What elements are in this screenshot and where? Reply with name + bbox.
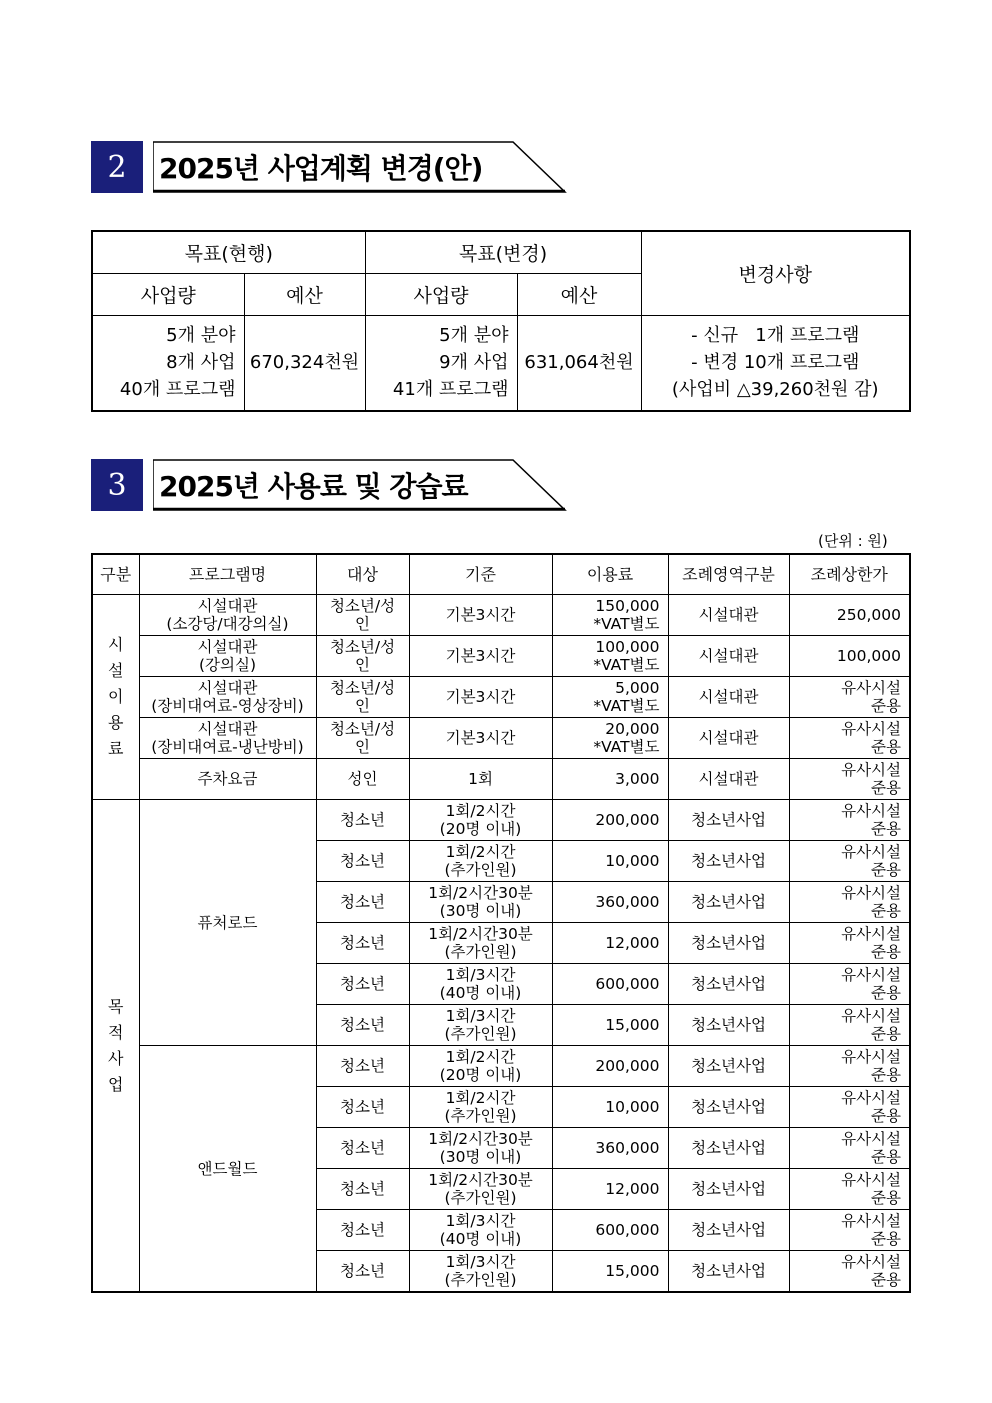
group-label-purpose-text: 목 xyxy=(108,996,124,1016)
col-program-header xyxy=(139,554,316,595)
basis-cell-text: 1회/2시간 xyxy=(445,1048,516,1066)
section-title-box xyxy=(153,459,569,511)
basis-cell xyxy=(409,1087,552,1128)
section-number: 2 xyxy=(91,141,143,193)
basis-cell xyxy=(409,1251,552,1293)
basis-cell xyxy=(409,1128,552,1169)
fee-cell-text: 5,000 xyxy=(615,679,660,697)
basis-cell-text: (30명 이내) xyxy=(439,902,522,920)
basis-cell-text: 기본3시간 xyxy=(445,647,516,665)
category-cell xyxy=(668,1210,789,1251)
basis-cell-text: 1회/2시간 xyxy=(445,1089,516,1107)
col-ordinance-area-header xyxy=(668,554,789,595)
category-cell-text: 시설대관 xyxy=(698,606,759,624)
group-label-facility-text: 용 xyxy=(108,713,124,732)
target-cell xyxy=(316,759,409,800)
col-basis-header xyxy=(409,554,552,595)
table-row xyxy=(92,718,910,759)
fee-cell-text: 100,000 xyxy=(595,638,660,656)
fee-cell-text: 10,000 xyxy=(605,1098,660,1116)
program-cell-text: (소강당/대강의실) xyxy=(166,615,289,633)
basis-cell-text: (추가인원) xyxy=(444,1189,517,1207)
group-label-purpose xyxy=(92,800,139,1293)
target-cell-text: 청소년 xyxy=(340,1221,385,1239)
basis-cell-text: 1회/3시간 xyxy=(445,1007,516,1025)
basis-cell-text: (20명 이내) xyxy=(439,1066,522,1084)
fee-cell xyxy=(552,841,668,882)
changed-goal-header: 목표(변경) xyxy=(365,231,641,273)
fee-cell-text: 150,000 xyxy=(595,597,660,615)
category-cell xyxy=(668,1005,789,1046)
category-cell xyxy=(668,718,789,759)
target-cell-text: 청소년/성 xyxy=(329,720,396,738)
fee-cell-text: 10,000 xyxy=(605,852,660,870)
section-title: 2025년 사업계획 변경(안) xyxy=(159,152,483,185)
fee-cell-text: 360,000 xyxy=(595,893,660,911)
col-ordinance-area-header-text: 조례영역구분 xyxy=(682,564,775,584)
category-cell-text: 청소년사업 xyxy=(691,934,766,952)
target-cell xyxy=(316,1128,409,1169)
basis-cell xyxy=(409,636,552,677)
changed-budget-header: 예산 xyxy=(517,273,641,315)
basis-cell xyxy=(409,1005,552,1046)
basis-cell xyxy=(409,800,552,841)
cap-cell-text: 준용 xyxy=(871,820,901,838)
col-category-header xyxy=(92,554,139,595)
cap-cell-text: 준용 xyxy=(871,779,901,797)
cap-cell-text: 100,000 xyxy=(836,647,901,665)
fee-cell xyxy=(552,718,668,759)
group-label-facility-text: 설 xyxy=(108,661,124,680)
basis-cell-text: 1회/2시간30분 xyxy=(428,1130,533,1148)
category-cell-text: 청소년사업 xyxy=(691,1057,766,1075)
target-cell xyxy=(316,636,409,677)
category-cell xyxy=(668,677,789,718)
basis-cell-text: 1회/2시간 xyxy=(445,843,516,861)
target-cell-text: 청소년 xyxy=(340,1016,385,1034)
table-row xyxy=(92,595,910,636)
cap-cell-text: 유사시설 xyxy=(841,679,901,697)
basis-cell-text: 1회/2시간30분 xyxy=(428,925,533,943)
target-cell-text: 청소년 xyxy=(340,1098,385,1116)
target-cell-text: 청소년 xyxy=(340,811,385,829)
program-name-cell xyxy=(139,1046,316,1293)
fee-cell-text: *VAT별도 xyxy=(593,738,660,756)
basis-cell-text: 1회/2시간30분 xyxy=(428,884,533,902)
basis-cell-text: 1회/2시간30분 xyxy=(428,1171,533,1189)
target-cell-text: 청소년 xyxy=(340,934,385,952)
fee-cell-text: 360,000 xyxy=(595,1139,660,1157)
cap-cell-text: 유사시설 xyxy=(841,1253,901,1271)
cap-cell xyxy=(789,1210,910,1251)
cap-cell-text: 준용 xyxy=(871,1148,901,1166)
basis-cell xyxy=(409,1046,552,1087)
basis-cell-text: (40명 이내) xyxy=(439,984,522,1002)
current-budget-cell: 670,324천원 xyxy=(244,315,365,411)
group-label-purpose-text: 업 xyxy=(108,1074,124,1094)
group-label-purpose-text: 사 xyxy=(108,1048,124,1068)
program-cell-text: 주차요금 xyxy=(197,770,258,788)
changes-header: 변경사항 xyxy=(641,231,910,315)
target-cell xyxy=(316,841,409,882)
target-cell-text: 청소년 xyxy=(340,893,385,911)
fee-cell xyxy=(552,1210,668,1251)
target-cell xyxy=(316,964,409,1005)
target-cell-text: 청소년/성 xyxy=(329,597,396,615)
target-cell-text: 청소년 xyxy=(340,975,385,993)
program-cell xyxy=(139,595,316,636)
cap-cell xyxy=(789,1005,910,1046)
current-goal-header: 목표(현행) xyxy=(92,231,365,273)
cap-cell-text: 준용 xyxy=(871,697,901,715)
table-row xyxy=(92,1046,910,1087)
cap-cell-text: 유사시설 xyxy=(841,843,901,861)
target-cell-text: 청소년 xyxy=(340,852,385,870)
cap-cell-text: 유사시설 xyxy=(841,1171,901,1189)
fee-cell xyxy=(552,1169,668,1210)
category-cell-text: 시설대관 xyxy=(698,647,759,665)
basis-cell-text: (추가인원) xyxy=(444,1271,517,1289)
cap-cell xyxy=(789,1128,910,1169)
target-cell-text: 청소년/성 xyxy=(329,679,396,697)
cap-cell xyxy=(789,1087,910,1128)
category-cell-text: 청소년사업 xyxy=(691,975,766,993)
cap-cell xyxy=(789,636,910,677)
table-row xyxy=(92,759,910,800)
category-cell-text: 청소년사업 xyxy=(691,1139,766,1157)
current-volume-cell: 5개 분야 8개 사업 40개 프로그램 xyxy=(92,315,244,411)
target-cell xyxy=(316,882,409,923)
fee-cell xyxy=(552,759,668,800)
basis-cell xyxy=(409,595,552,636)
fee-cell xyxy=(552,595,668,636)
category-cell-text: 시설대관 xyxy=(698,729,759,747)
table-row xyxy=(92,800,910,841)
basis-cell-text: (30명 이내) xyxy=(439,1148,522,1166)
basis-cell xyxy=(409,1210,552,1251)
basis-cell-text: 1회/2시간 xyxy=(445,802,516,820)
fee-cell-text: *VAT별도 xyxy=(593,615,660,633)
basis-cell xyxy=(409,964,552,1005)
cap-cell-text: 준용 xyxy=(871,1025,901,1043)
cap-cell-text: 유사시설 xyxy=(841,761,901,779)
basis-cell-text: 기본3시간 xyxy=(445,688,516,706)
cap-cell-text: 준용 xyxy=(871,902,901,920)
cap-cell-text: 준용 xyxy=(871,943,901,961)
col-fee-header-text: 이용료 xyxy=(586,564,634,584)
cap-cell-text: 유사시설 xyxy=(841,884,901,902)
basis-cell-text: 기본3시간 xyxy=(445,729,516,747)
fee-cell xyxy=(552,677,668,718)
changed-volume-cell: 5개 분야 9개 사업 41개 프로그램 xyxy=(365,315,517,411)
fee-cell xyxy=(552,1251,668,1293)
target-cell-text: 청소년 xyxy=(340,1180,385,1198)
category-cell-text: 청소년사업 xyxy=(691,1098,766,1116)
cap-cell-text: 준용 xyxy=(871,984,901,1002)
basis-cell xyxy=(409,718,552,759)
target-cell xyxy=(316,595,409,636)
cap-cell xyxy=(789,1046,910,1087)
target-cell-text: 청소년 xyxy=(340,1262,385,1280)
program-cell-text: 시설대관 xyxy=(197,638,258,656)
target-cell xyxy=(316,1087,409,1128)
category-cell xyxy=(668,800,789,841)
table-header-row xyxy=(92,554,910,595)
cap-cell xyxy=(789,677,910,718)
basis-cell xyxy=(409,1169,552,1210)
category-cell-text: 청소년사업 xyxy=(691,811,766,829)
cap-cell-text: 준용 xyxy=(871,1066,901,1084)
target-cell xyxy=(316,1251,409,1293)
basis-cell-text: (추가인원) xyxy=(444,861,517,879)
current-budget-header: 예산 xyxy=(244,273,365,315)
category-cell xyxy=(668,1046,789,1087)
category-cell xyxy=(668,923,789,964)
category-cell xyxy=(668,1128,789,1169)
category-cell-text: 청소년사업 xyxy=(691,893,766,911)
category-cell-text: 청소년사업 xyxy=(691,1016,766,1034)
target-cell-text: 청소년 xyxy=(340,1139,385,1157)
cap-cell xyxy=(789,841,910,882)
fee-cell-text: 3,000 xyxy=(615,770,660,788)
category-cell xyxy=(668,1251,789,1293)
plan-change-table xyxy=(91,230,911,412)
program-cell-text: (장비대여료-냉난방비) xyxy=(151,738,304,756)
group-label-facility-text: 료 xyxy=(108,739,124,758)
cap-cell xyxy=(789,882,910,923)
col-basis-header-text: 기준 xyxy=(465,564,496,584)
cap-cell xyxy=(789,923,910,964)
fee-cell xyxy=(552,1128,668,1169)
target-cell-text: 인 xyxy=(355,738,370,756)
current-volume-header: 사업량 xyxy=(92,273,244,315)
category-cell-text: 시설대관 xyxy=(698,770,759,788)
cap-cell xyxy=(789,759,910,800)
cap-cell-text: 유사시설 xyxy=(841,720,901,738)
cap-cell-text: 준용 xyxy=(871,738,901,756)
target-cell xyxy=(316,800,409,841)
cap-cell-text: 250,000 xyxy=(836,606,901,624)
target-cell-text: 인 xyxy=(355,615,370,633)
group-label-purpose-text: 적 xyxy=(108,1022,124,1042)
cap-cell-text: 준용 xyxy=(871,1107,901,1125)
section-number: 3 xyxy=(91,459,143,511)
col-ordinance-cap-header-text: 조례상한가 xyxy=(810,564,888,584)
basis-cell xyxy=(409,677,552,718)
category-cell-text: 청소년사업 xyxy=(691,852,766,870)
target-cell xyxy=(316,677,409,718)
fee-cell-text: 200,000 xyxy=(595,1057,660,1075)
target-cell xyxy=(316,1005,409,1046)
basis-cell-text: 1회/3시간 xyxy=(445,1253,516,1271)
fee-cell-text: 12,000 xyxy=(605,934,660,952)
target-cell xyxy=(316,1169,409,1210)
cap-cell-text: 유사시설 xyxy=(841,1089,901,1107)
section-title-box xyxy=(153,141,569,193)
target-cell xyxy=(316,1210,409,1251)
cap-cell xyxy=(789,718,910,759)
col-target-header xyxy=(316,554,409,595)
program-cell-text: (장비대여료-영상장비) xyxy=(151,697,304,715)
col-target-header-text: 대상 xyxy=(347,564,378,584)
target-cell xyxy=(316,718,409,759)
basis-cell-text: (추가인원) xyxy=(444,943,517,961)
cap-cell-text: 유사시설 xyxy=(841,925,901,943)
basis-cell-text: 1회/3시간 xyxy=(445,1212,516,1230)
category-cell xyxy=(668,841,789,882)
basis-cell xyxy=(409,759,552,800)
category-cell-text: 청소년사업 xyxy=(691,1262,766,1280)
target-cell-text: 성인 xyxy=(347,770,378,788)
fee-cell-text: *VAT별도 xyxy=(593,656,660,674)
fee-cell-text: 600,000 xyxy=(595,1221,660,1239)
program-cell-text: (강의실) xyxy=(198,656,256,674)
group-label-facility-text: 이 xyxy=(108,687,124,706)
fee-cell-text: 12,000 xyxy=(605,1180,660,1198)
cap-cell xyxy=(789,964,910,1005)
section-title: 2025년 사용료 및 강습료 xyxy=(159,470,468,503)
category-cell xyxy=(668,1169,789,1210)
fee-cell-text: 20,000 xyxy=(605,720,660,738)
fee-cell xyxy=(552,1046,668,1087)
program-cell xyxy=(139,636,316,677)
basis-cell-text: (40명 이내) xyxy=(439,1230,522,1248)
cap-cell xyxy=(789,1251,910,1293)
cap-cell xyxy=(789,800,910,841)
changes-cell: - 신규 1개 프로그램 - 변경 10개 프로그램 (사업비 △39,260천원 감) xyxy=(641,315,910,411)
target-cell-text: 청소년 xyxy=(340,1057,385,1075)
group-label-facility xyxy=(92,595,139,800)
unit-label: (단위 : 원) xyxy=(818,532,888,550)
cap-cell-text: 유사시설 xyxy=(841,1007,901,1025)
fee-cell-text: 15,000 xyxy=(605,1016,660,1034)
basis-cell-text: (추가인원) xyxy=(444,1025,517,1043)
fee-cell xyxy=(552,800,668,841)
group-label-facility-text: 시 xyxy=(108,635,124,654)
cap-cell-text: 준용 xyxy=(871,1230,901,1248)
cap-cell-text: 준용 xyxy=(871,861,901,879)
program-cell xyxy=(139,677,316,718)
fee-cell-text: 15,000 xyxy=(605,1262,660,1280)
fee-cell-text: 200,000 xyxy=(595,811,660,829)
basis-cell xyxy=(409,841,552,882)
cap-cell-text: 유사시설 xyxy=(841,1048,901,1066)
fee-cell-text: 600,000 xyxy=(595,975,660,993)
program-name-cell xyxy=(139,800,316,1046)
basis-cell-text: (20명 이내) xyxy=(439,820,522,838)
target-cell xyxy=(316,923,409,964)
program-name-cell-text: 퓨처로드 xyxy=(197,913,258,932)
program-name-cell-text: 앤드월드 xyxy=(197,1159,258,1178)
table-row xyxy=(92,677,910,718)
fee-cell xyxy=(552,1087,668,1128)
category-cell-text: 청소년사업 xyxy=(691,1180,766,1198)
category-cell xyxy=(668,882,789,923)
cap-cell-text: 준용 xyxy=(871,1189,901,1207)
cap-cell-text: 유사시설 xyxy=(841,1212,901,1230)
basis-cell xyxy=(409,882,552,923)
fee-cell xyxy=(552,923,668,964)
basis-cell xyxy=(409,923,552,964)
target-cell-text: 인 xyxy=(355,656,370,674)
program-cell-text: 시설대관 xyxy=(197,720,258,738)
program-cell xyxy=(139,718,316,759)
fee-cell xyxy=(552,636,668,677)
fee-cell xyxy=(552,882,668,923)
cap-cell xyxy=(789,595,910,636)
fee-table xyxy=(91,553,911,1293)
program-cell-text: 시설대관 xyxy=(197,597,258,615)
cap-cell-text: 유사시설 xyxy=(841,1130,901,1148)
cap-cell xyxy=(789,1169,910,1210)
changed-volume-header: 사업량 xyxy=(365,273,517,315)
category-cell xyxy=(668,595,789,636)
program-cell-text: 시설대관 xyxy=(197,679,258,697)
table-row xyxy=(92,636,910,677)
col-category-header-text: 구분 xyxy=(100,564,132,584)
fee-cell xyxy=(552,964,668,1005)
fee-cell xyxy=(552,1005,668,1046)
cap-cell-text: 유사시설 xyxy=(841,966,901,984)
col-ordinance-cap-header xyxy=(789,554,910,595)
cap-cell-text: 유사시설 xyxy=(841,802,901,820)
category-cell xyxy=(668,1087,789,1128)
category-cell xyxy=(668,759,789,800)
col-program-header-text: 프로그램명 xyxy=(188,564,267,584)
category-cell xyxy=(668,964,789,1005)
basis-cell-text: 기본3시간 xyxy=(445,606,516,624)
category-cell-text: 시설대관 xyxy=(698,688,759,706)
program-cell xyxy=(139,759,316,800)
target-cell-text: 인 xyxy=(355,697,370,715)
category-cell-text: 청소년사업 xyxy=(691,1221,766,1239)
target-cell-text: 청소년/성 xyxy=(329,638,396,656)
fee-cell-text: *VAT별도 xyxy=(593,697,660,715)
category-cell xyxy=(668,636,789,677)
basis-cell-text: 1회/3시간 xyxy=(445,966,516,984)
basis-cell-text: (추가인원) xyxy=(444,1107,517,1125)
target-cell xyxy=(316,1046,409,1087)
cap-cell-text: 준용 xyxy=(871,1271,901,1289)
basis-cell-text: 1회 xyxy=(468,770,493,788)
col-fee-header xyxy=(552,554,668,595)
changed-budget-cell: 631,064천원 xyxy=(517,315,641,411)
